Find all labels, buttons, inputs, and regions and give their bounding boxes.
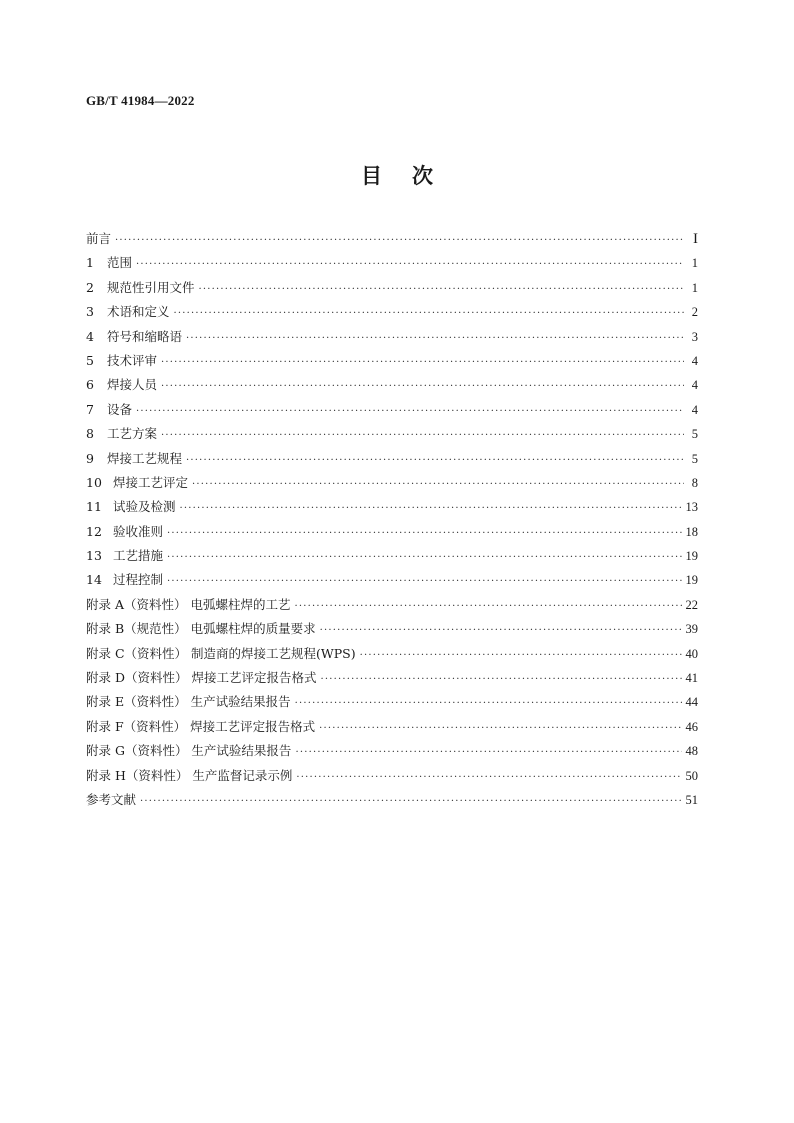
toc-entry[interactable] xyxy=(86,690,698,714)
toc-entry-number: 10 xyxy=(86,474,102,490)
toc-entry-text: 附录 G（资料性） 生产试验结果报告 xyxy=(86,743,292,759)
toc-entry-label xyxy=(86,447,182,471)
toc-entry-text: 附录 B（规范性） 电弧螺柱焊的质量要求 xyxy=(86,621,316,637)
toc-entry-page: 13 xyxy=(685,500,698,515)
toc-entry[interactable] xyxy=(86,325,698,349)
toc-entry-page: 51 xyxy=(685,792,698,807)
toc-entry-page: 44 xyxy=(685,695,698,710)
toc-entry-text: 焊接工艺规程 xyxy=(107,450,183,466)
toc-entry-text: 术语和定义 xyxy=(107,304,170,320)
toc-leader-dots xyxy=(319,717,681,741)
page-title: 目次 xyxy=(361,164,463,188)
toc-entry-page: 19 xyxy=(685,573,698,588)
toc-leader-dots xyxy=(294,595,681,619)
toc-entry-page: 4 xyxy=(691,378,698,393)
toc-entry-label xyxy=(86,422,157,446)
toc-leader-dots xyxy=(136,253,684,277)
toc-entry-label xyxy=(86,325,182,349)
toc-entry-page: 46 xyxy=(685,719,698,734)
toc-entry-label xyxy=(86,642,356,666)
toc-entry-number: 1 xyxy=(86,255,94,271)
toc-entry-label xyxy=(86,764,292,788)
toc-entry-number: 12 xyxy=(86,523,102,539)
toc-leader-dots xyxy=(295,692,682,716)
toc-entry[interactable] xyxy=(86,251,698,275)
toc-entry-label xyxy=(86,251,132,275)
toc-leader-dots xyxy=(167,570,681,594)
toc-entry-number: 6 xyxy=(86,377,94,393)
toc-leader-dots xyxy=(167,546,681,570)
toc-entry-label xyxy=(86,398,132,422)
toc-entry-page: 1 xyxy=(691,256,698,271)
toc-entry-label xyxy=(86,300,170,324)
toc-entry[interactable] xyxy=(86,276,698,300)
toc-entry[interactable] xyxy=(86,715,698,739)
toc-entry-text: 附录 H（资料性） 生产监督记录示例 xyxy=(86,767,293,783)
toc-entry-label xyxy=(86,617,316,641)
toc-entry-text: 附录 F（资料性） 焊接工艺评定报告格式 xyxy=(86,718,316,734)
toc-leader-dots xyxy=(186,327,684,351)
toc-entry[interactable] xyxy=(86,447,698,471)
toc-entry-text: 工艺措施 xyxy=(113,548,164,564)
toc-leader-dots xyxy=(161,375,684,399)
toc-entry[interactable] xyxy=(86,617,698,641)
toc-entry-text: 附录 E（资料性） 生产试验结果报告 xyxy=(86,694,291,710)
toc-entry-page: 40 xyxy=(685,646,698,661)
toc-entry-number: 7 xyxy=(86,401,94,417)
toc-entry[interactable] xyxy=(86,227,698,251)
toc-leader-dots xyxy=(115,229,684,253)
toc-entry-text: 附录 C（资料性） 制造商的焊接工艺规程(WPS) xyxy=(86,645,356,661)
toc-entry-label xyxy=(86,690,291,714)
toc-entry-label xyxy=(86,495,176,519)
toc-entry-text: 附录 D（资料性） 焊接工艺评定报告格式 xyxy=(86,670,317,686)
toc-entry-page: 48 xyxy=(685,744,698,759)
toc-entry-label xyxy=(86,666,316,690)
toc-entry-text: 试验及检测 xyxy=(113,499,176,515)
toc-entry-label xyxy=(86,471,188,495)
table-of-contents xyxy=(86,227,698,812)
toc-entry-page: 22 xyxy=(685,597,698,612)
toc-leader-dots xyxy=(199,278,684,302)
toc-entry[interactable] xyxy=(86,666,698,690)
toc-leader-dots xyxy=(180,497,682,521)
toc-entry[interactable] xyxy=(86,349,698,373)
toc-entry-label xyxy=(86,788,136,812)
toc-entry-number: 4 xyxy=(86,328,94,344)
toc-entry[interactable] xyxy=(86,495,698,519)
toc-entry-text: 范围 xyxy=(107,255,133,271)
toc-leader-dots xyxy=(161,351,684,375)
toc-entry[interactable] xyxy=(86,398,698,422)
document-code: GB/T 41984—2022 xyxy=(86,93,195,108)
toc-entry-label xyxy=(86,593,290,617)
toc-entry-page: I xyxy=(693,231,698,247)
toc-entry-label xyxy=(86,520,163,544)
toc-entry-label xyxy=(86,373,157,397)
toc-entry[interactable] xyxy=(86,642,698,666)
toc-entry-number: 11 xyxy=(86,499,102,515)
toc-entry-page: 4 xyxy=(691,402,698,417)
toc-leader-dots xyxy=(167,522,681,546)
toc-entry-text: 工艺方案 xyxy=(107,426,158,442)
toc-entry-text: 过程控制 xyxy=(113,572,164,588)
toc-entry-label xyxy=(86,227,111,251)
toc-entry[interactable] xyxy=(86,764,698,788)
toc-entry-number: 9 xyxy=(86,450,94,466)
toc-entry-text: 设备 xyxy=(107,401,133,417)
toc-leader-dots xyxy=(296,766,681,790)
toc-entry[interactable] xyxy=(86,568,698,592)
toc-entry-page: 3 xyxy=(691,329,698,344)
toc-entry-page: 39 xyxy=(685,622,698,637)
toc-entry-label xyxy=(86,568,163,592)
toc-entry[interactable] xyxy=(86,520,698,544)
toc-leader-dots xyxy=(192,473,684,497)
toc-entry-page: 5 xyxy=(691,451,698,466)
toc-entry-page: 2 xyxy=(691,305,698,320)
toc-entry-text: 附录 A（资料性） 电弧螺柱焊的工艺 xyxy=(86,596,291,612)
toc-leader-dots xyxy=(295,741,681,765)
toc-entry-number: 2 xyxy=(86,279,94,295)
toc-entry-number: 13 xyxy=(86,548,102,564)
toc-entry[interactable] xyxy=(86,300,698,324)
toc-entry-page: 19 xyxy=(685,549,698,564)
toc-entry-label xyxy=(86,715,315,739)
toc-leader-dots xyxy=(186,449,684,473)
toc-leader-dots xyxy=(320,668,681,692)
toc-entry-page: 5 xyxy=(691,427,698,442)
toc-entry[interactable] xyxy=(86,373,698,397)
toc-entry-number: 3 xyxy=(86,304,94,320)
toc-leader-dots xyxy=(320,619,682,643)
toc-entry-label xyxy=(86,349,157,373)
toc-entry-page: 8 xyxy=(691,475,698,490)
toc-entry[interactable] xyxy=(86,788,698,812)
toc-leader-dots xyxy=(140,790,681,814)
toc-leader-dots xyxy=(174,302,684,326)
toc-entry[interactable] xyxy=(86,544,698,568)
toc-leader-dots xyxy=(360,644,682,668)
toc-entry-page: 50 xyxy=(685,768,698,783)
toc-entry-page: 41 xyxy=(685,671,698,686)
toc-entry[interactable] xyxy=(86,739,698,763)
toc-entry-text: 前言 xyxy=(86,231,112,246)
toc-leader-dots xyxy=(161,424,684,448)
toc-entry-label xyxy=(86,544,163,568)
toc-entry-text: 验收准则 xyxy=(113,523,164,539)
toc-entry-text: 符号和缩略语 xyxy=(107,328,183,344)
toc-entry[interactable] xyxy=(86,422,698,446)
toc-entry-number: 14 xyxy=(86,572,102,588)
toc-entry-text: 技术评审 xyxy=(107,352,158,368)
toc-entry-label xyxy=(86,739,291,763)
toc-entry-page: 4 xyxy=(691,353,698,368)
toc-entry-page: 1 xyxy=(691,280,698,295)
toc-entry-text: 参考文献 xyxy=(86,791,137,807)
toc-entry-text: 焊接工艺评定 xyxy=(113,474,189,490)
toc-entry[interactable] xyxy=(86,471,698,495)
toc-entry-number: 8 xyxy=(86,426,94,442)
toc-entry-text: 规范性引用文件 xyxy=(107,279,195,295)
toc-entry-text: 焊接人员 xyxy=(107,377,158,393)
toc-entry-number: 5 xyxy=(86,352,94,368)
toc-entry[interactable] xyxy=(86,593,698,617)
toc-leader-dots xyxy=(136,400,684,424)
toc-entry-label xyxy=(86,276,195,300)
toc-entry-page: 18 xyxy=(685,524,698,539)
